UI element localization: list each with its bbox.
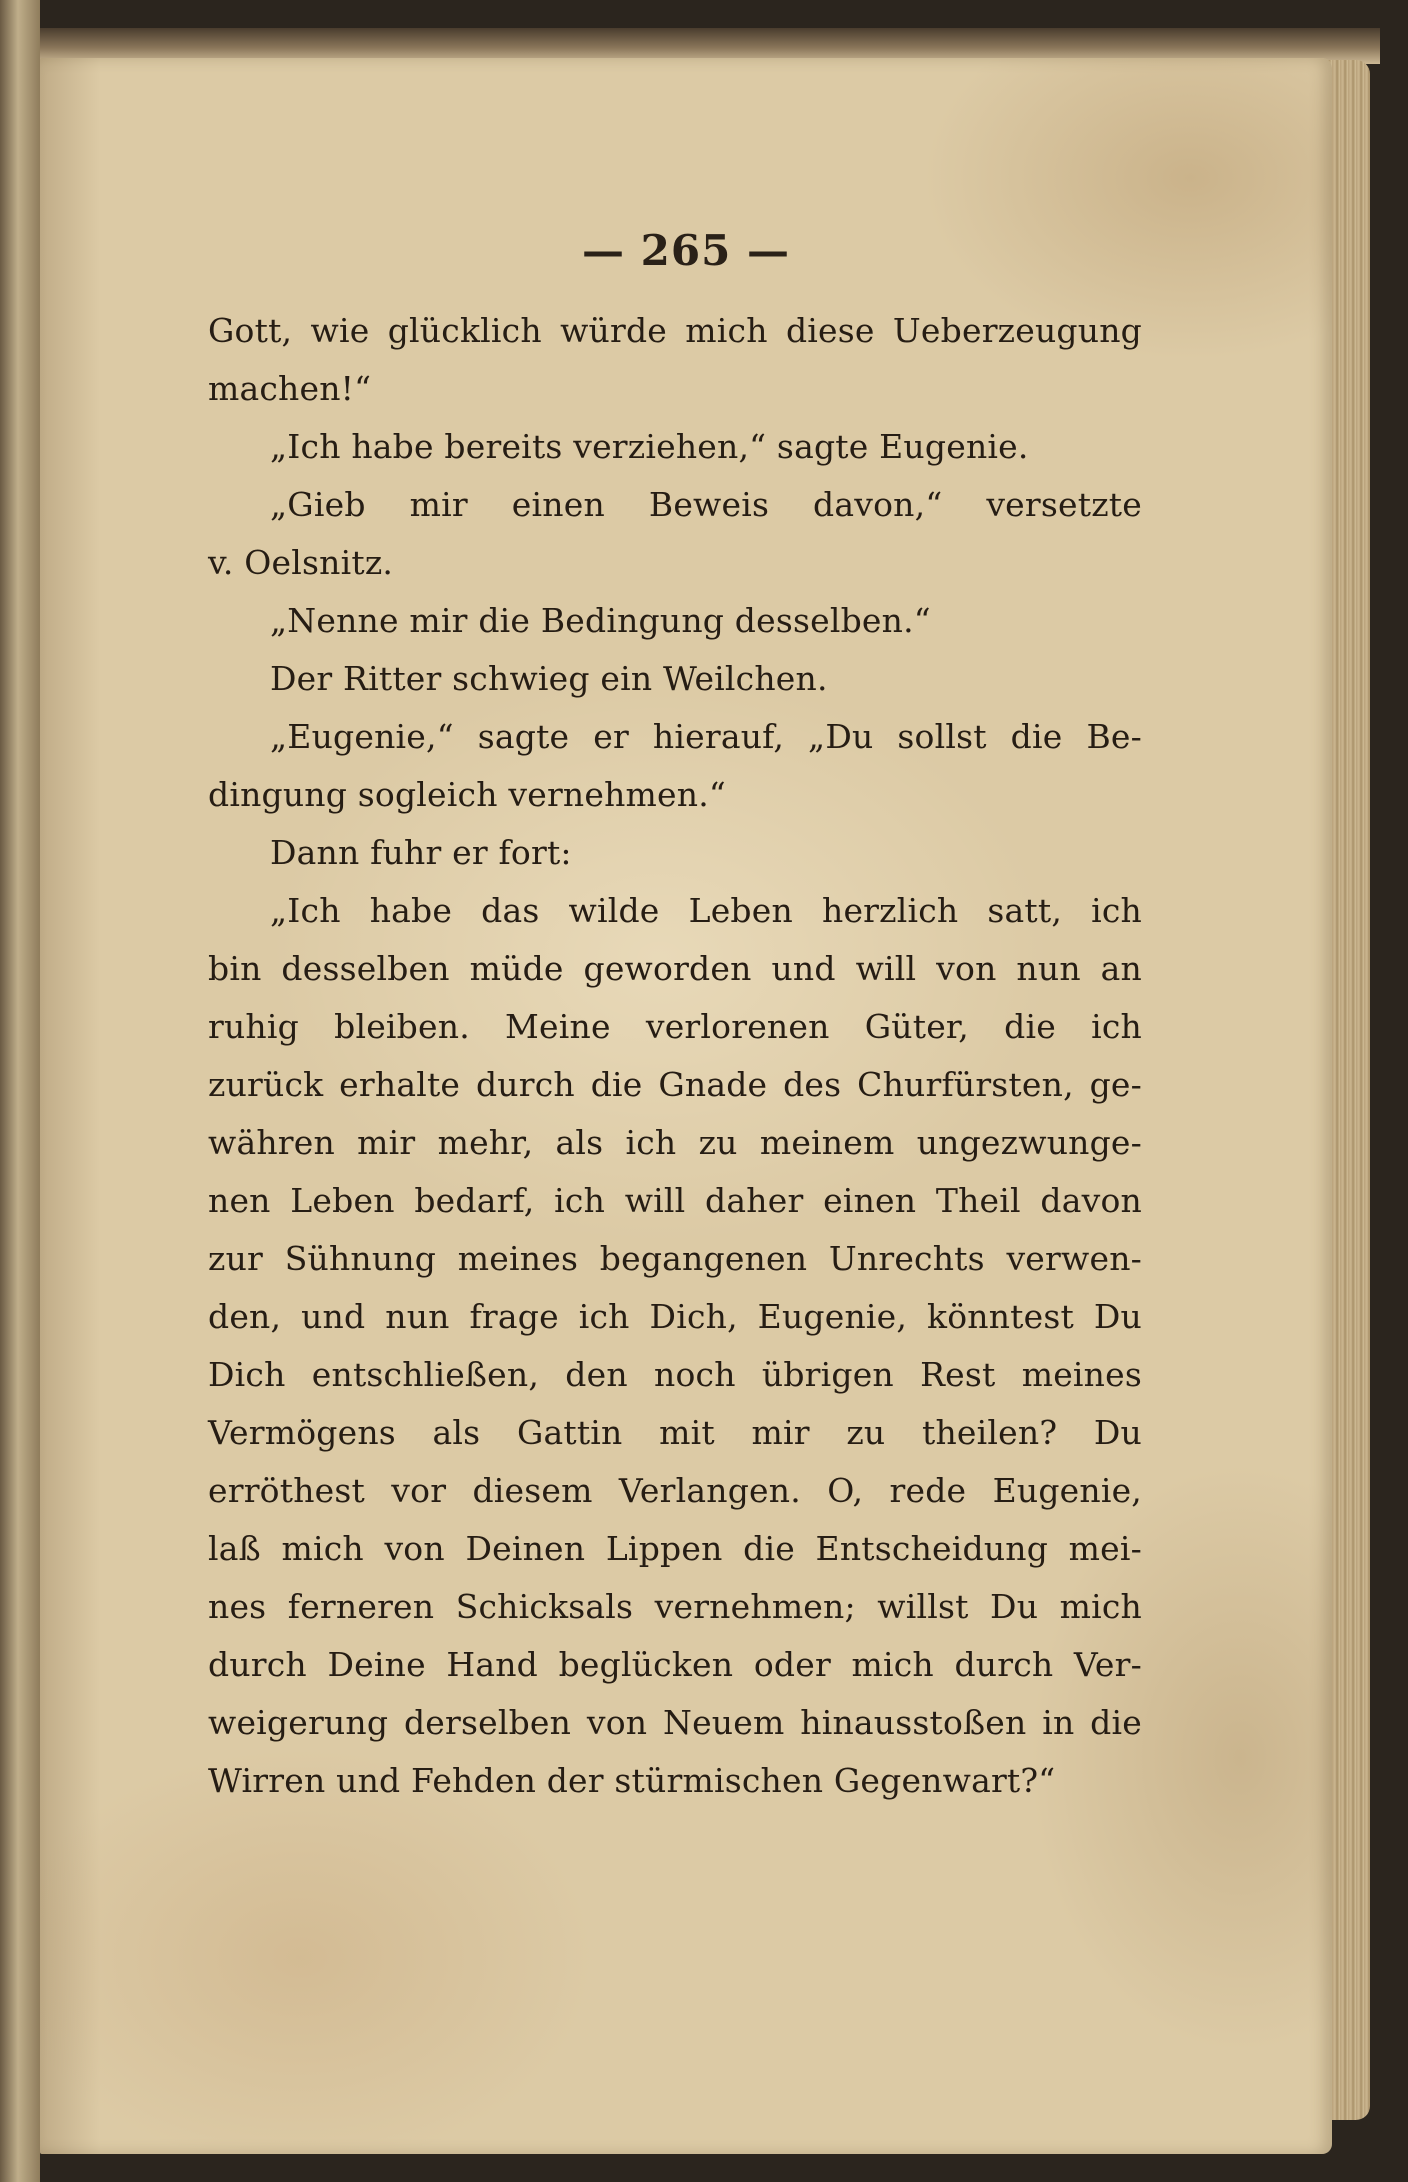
text-line: Der Ritter schwieg ein Weilchen.	[270, 659, 828, 698]
text-line: „Ich habe das wilde Leben herzlich satt, ich	[270, 891, 1142, 930]
text-line: ruhig bleiben. Meine verlorenen Güter, die ich	[208, 1007, 1142, 1046]
text-line: Vermögens als Gattin mit mir zu theilen? Du	[208, 1413, 1142, 1452]
text-line: „Gieb mir einen Beweis davon,“ versetzte	[270, 485, 1142, 524]
text-line: zurück erhalte durch die Gnade des Churfürsten, ge-	[208, 1065, 1142, 1104]
text-line: Dich entschließen, den noch übrigen Rest meines	[208, 1355, 1142, 1394]
text-line: Gott, wie glücklich würde mich diese Ueberzeugung	[208, 311, 1142, 350]
page-number: — 265 —	[582, 226, 790, 275]
text-line: währen mir mehr, als ich zu meinem ungezwunge-	[208, 1123, 1142, 1162]
text-line: „Ich habe bereits verziehen,“ sagte Eugenie.	[270, 427, 1029, 466]
text-line: den, und nun frage ich Dich, Eugenie, könntest Du	[208, 1297, 1142, 1336]
text-line: Dann fuhr er fort:	[270, 833, 572, 872]
text-line: erröthest vor diesem Verlangen. O, rede Eugenie,	[208, 1471, 1142, 1510]
text-line: weigerung derselben von Neuem hinausstoßen in die	[208, 1703, 1142, 1742]
text-line: bin desselben müde geworden und will von nun an	[208, 949, 1142, 988]
text-line: nen Leben bedarf, ich will daher einen Theil davon	[208, 1181, 1142, 1220]
text-line: v. Oelsnitz.	[208, 543, 394, 582]
text-line: zur Sühnung meines begangenen Unrechts verwen-	[208, 1239, 1142, 1278]
text-line: machen!“	[208, 369, 372, 408]
text-line: „Eugenie,“ sagte er hierauf, „Du sollst die Be-	[270, 717, 1142, 756]
text-line: dingung sogleich vernehmen.“	[208, 775, 726, 814]
body-text	[208, 302, 1142, 1810]
text-line: durch Deine Hand beglücken oder mich durch Ver-	[208, 1645, 1142, 1684]
book-spine-edge	[0, 0, 40, 2182]
text-line: nes ferneren Schicksals vernehmen; willst Du mich	[208, 1587, 1142, 1626]
text-line: „Nenne mir die Bedingung desselben.“	[270, 601, 931, 640]
text-line: laß mich von Deinen Lippen die Entscheidung mei-	[208, 1529, 1142, 1568]
page-sheet	[40, 58, 1332, 2154]
text-line: Wirren und Fehden der stürmischen Gegenwart?“	[208, 1761, 1056, 1800]
